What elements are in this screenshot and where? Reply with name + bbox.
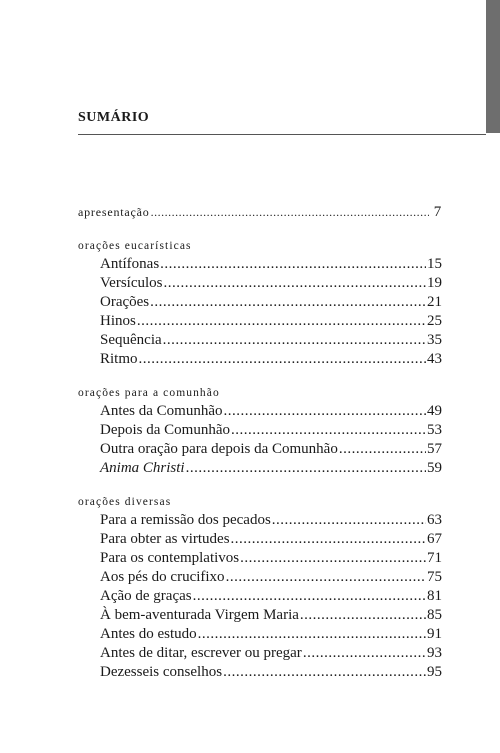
toc-entry-page: 71: [427, 550, 442, 566]
toc-leader-dots: [193, 587, 426, 606]
toc-leader-dots: [160, 255, 426, 274]
toc-section-oracoes-para-a-comunhao: [78, 384, 442, 478]
toc-entry-page: 81: [427, 588, 442, 604]
toc-entry[interactable]: [100, 459, 442, 478]
section-title: orações diversas: [78, 496, 172, 508]
toc-entry-page: 91: [427, 626, 442, 642]
toc-entry-page: 19: [427, 275, 442, 291]
toc-leader-dots: [151, 203, 429, 222]
table-of-contents: [78, 203, 442, 682]
toc-leader-dots: [240, 549, 426, 568]
toc-entry-page: 67: [427, 531, 442, 547]
toc-entry-page: 59: [427, 460, 442, 476]
section-title: orações para a comunhão: [78, 387, 220, 399]
toc-leader-dots: [231, 530, 426, 549]
toc-entry-apresentacao[interactable]: [78, 203, 442, 222]
toc-entry[interactable]: [100, 644, 442, 663]
toc-entry-label: Antes do estudo: [100, 626, 197, 642]
toc-entry[interactable]: [100, 255, 442, 274]
toc-leader-dots: [150, 293, 426, 312]
section-items: [100, 511, 442, 682]
toc-entry-label: apresentação: [78, 205, 150, 219]
section-items: [100, 402, 442, 478]
toc-entry-label: Versículos: [100, 275, 163, 291]
toc-entry-label: Ritmo: [100, 351, 138, 367]
toc-leader-dots: [231, 421, 426, 440]
toc-leader-dots: [139, 350, 426, 369]
toc-entry[interactable]: [100, 350, 442, 369]
toc-leader-dots: [300, 606, 426, 625]
toc-entry[interactable]: [100, 293, 442, 312]
toc-entry-label: Anima Christi: [100, 460, 185, 476]
toc-entry[interactable]: [100, 312, 442, 331]
toc-leader-dots: [198, 625, 426, 644]
toc-section-oracoes-diversas: [78, 493, 442, 682]
toc-entry[interactable]: [100, 274, 442, 293]
toc-entry-page: 93: [427, 645, 442, 661]
toc-leader-dots: [163, 331, 426, 350]
toc-entry-page: 7: [433, 204, 442, 220]
page-edge-strip: [486, 0, 500, 133]
section-items: [100, 255, 442, 369]
section-title: orações eucarísticas: [78, 240, 192, 252]
toc-entry-label: Antes da Comunhão: [100, 403, 223, 419]
toc-leader-dots: [339, 440, 426, 459]
toc-entry-label: Aos pés do crucifixo: [100, 569, 225, 585]
toc-leader-dots: [272, 511, 426, 530]
toc-leader-dots: [223, 402, 426, 421]
toc-entry-label: Orações: [100, 294, 150, 310]
toc-leader-dots: [303, 644, 426, 663]
toc-section-oracoes-eucaristicas: [78, 237, 442, 369]
toc-leader-dots: [137, 312, 426, 331]
toc-entry-page: 57: [427, 441, 442, 457]
toc-entry-label: Outra oração para depois da Comunhão: [100, 441, 338, 457]
toc-entry-label: À bem-aventurada Virgem Maria: [100, 607, 299, 623]
page-title: SUMÁRIO: [78, 110, 150, 125]
toc-entry[interactable]: [100, 663, 442, 682]
toc-entry-page: 21: [427, 294, 442, 310]
toc-entry-label: Para a remissão dos pecados: [100, 512, 271, 528]
toc-entry[interactable]: [100, 625, 442, 644]
toc-entry-label: Para os contemplativos: [100, 550, 240, 566]
toc-entry-page: 75: [427, 569, 442, 585]
toc-entry-page: 43: [427, 351, 442, 367]
toc-entry-label: Antes de ditar, escrever ou pregar: [100, 645, 302, 661]
toc-entry[interactable]: [100, 440, 442, 459]
toc-entry-label: Ação de graças: [100, 588, 192, 604]
toc-leader-dots: [226, 568, 426, 587]
toc-entry-page: 49: [427, 403, 442, 419]
toc-entry-page: 35: [427, 332, 442, 348]
toc-entry-label: Para obter as virtudes: [100, 531, 230, 547]
toc-entry[interactable]: [100, 511, 442, 530]
header-rule: [78, 134, 486, 135]
toc-entry[interactable]: [100, 568, 442, 587]
page-header: [78, 108, 486, 135]
toc-entry[interactable]: [100, 549, 442, 568]
toc-entry-page: 15: [427, 256, 442, 272]
toc-entry-label: Sequência: [100, 332, 162, 348]
toc-entry-label: Antífonas: [100, 256, 160, 272]
toc-entry-page: 95: [427, 664, 442, 680]
toc-entry[interactable]: [100, 331, 442, 350]
toc-leader-dots: [223, 663, 426, 682]
toc-entry[interactable]: [100, 530, 442, 549]
toc-leader-dots: [164, 274, 427, 293]
toc-entry-label: Dezesseis conselhos: [100, 664, 223, 680]
toc-leader-dots: [186, 459, 426, 478]
toc-entry[interactable]: [100, 402, 442, 421]
toc-entry[interactable]: [100, 421, 442, 440]
toc-entry-label: Hinos: [100, 313, 136, 329]
toc-entry-page: 25: [427, 313, 442, 329]
toc-entry[interactable]: [100, 587, 442, 606]
toc-entry-page: 85: [427, 607, 442, 623]
toc-entry[interactable]: [100, 606, 442, 625]
toc-entry-page: 53: [427, 422, 442, 438]
toc-entry-label: Depois da Comunhão: [100, 422, 230, 438]
toc-entry-page: 63: [427, 512, 442, 528]
